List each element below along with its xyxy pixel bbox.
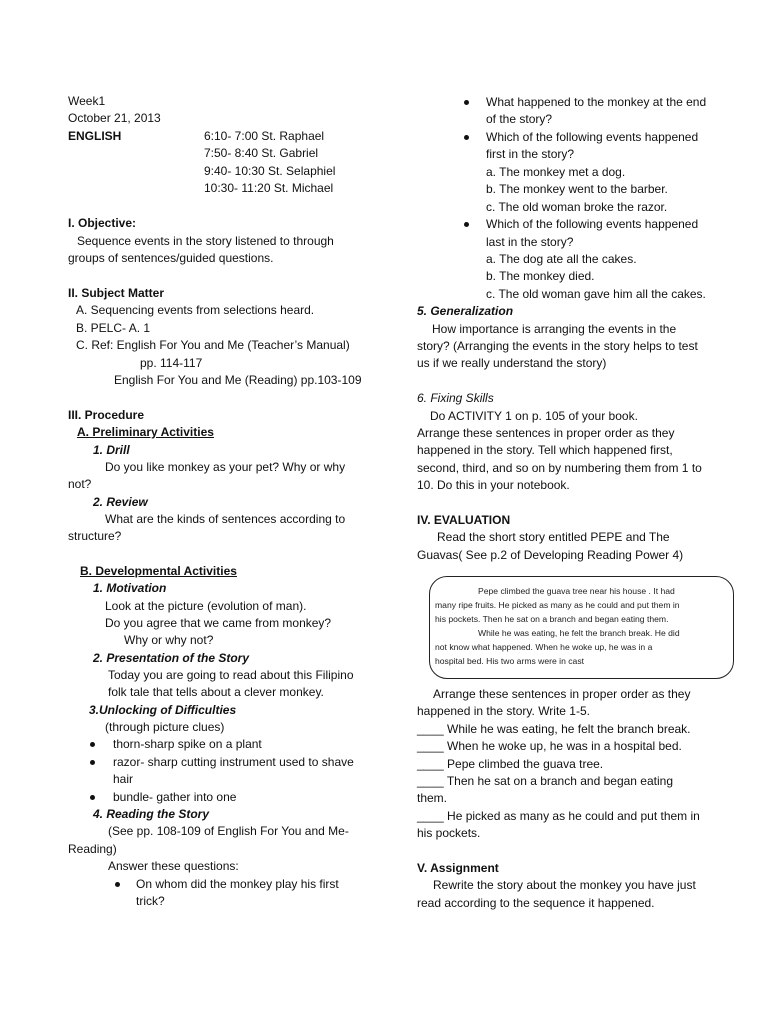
sequence-item: ____ Then he sat on a branch and began eating bbox=[417, 774, 673, 788]
story-line: many ripe fruits. He picked as many as he could and put them in bbox=[435, 600, 680, 610]
review-question: structure? bbox=[68, 529, 122, 543]
motivation-text: Look at the picture (evolution of man). bbox=[105, 599, 307, 613]
drill-question: not? bbox=[68, 477, 92, 491]
bullet-icon bbox=[464, 100, 469, 105]
subject-matter-b: B. PELC- A. 1 bbox=[76, 321, 151, 335]
date: October 21, 2013 bbox=[68, 111, 161, 125]
question-item: last in the story? bbox=[486, 235, 574, 249]
subject: ENGLISH bbox=[68, 129, 122, 143]
preliminary-heading: A. Preliminary Activities bbox=[77, 425, 214, 439]
sequence-item: ____ Pepe climbed the guava tree. bbox=[417, 757, 604, 771]
question-item: first in the story? bbox=[486, 147, 575, 161]
sequence-item: them. bbox=[417, 791, 448, 805]
story-line: Pepe climbed the guava tree near his house . It had bbox=[478, 586, 675, 596]
presentation-text: Today you are going to read about this Filipino bbox=[108, 668, 354, 682]
fixing-skills-text: Arrange these sentences in proper order as they bbox=[417, 426, 675, 440]
bullet-icon bbox=[90, 742, 95, 747]
vocab-item: thorn-sharp spike on a plant bbox=[113, 737, 262, 751]
schedule-row: 9:40- 10:30 St. Selaphiel bbox=[204, 164, 336, 178]
fixing-skills-heading: 6. Fixing Skills bbox=[417, 391, 494, 405]
arrange-instruction: happened in the story. Write 1-5. bbox=[417, 704, 590, 718]
story-line: his pockets. Then he sat on a branch and began eating them. bbox=[435, 614, 669, 624]
story-line: not know what happened. When he woke up, he was in a bbox=[435, 642, 653, 652]
fixing-skills-text: Do ACTIVITY 1 on p. 105 of your book. bbox=[430, 409, 638, 423]
answer-option: c. The old woman broke the razor. bbox=[486, 200, 668, 214]
review-question: What are the kinds of sentences according to bbox=[105, 512, 346, 526]
question-item: What happened to the monkey at the end bbox=[486, 95, 707, 109]
bullet-icon bbox=[464, 135, 469, 140]
generalization-text: story? (Arranging the events in the story helps to test bbox=[417, 339, 698, 353]
subject-matter-c: C. Ref: English For You and Me (Teacher’s Manual) bbox=[76, 338, 350, 352]
objective-heading: I. Objective: bbox=[68, 216, 137, 230]
vocab-item: razor- sharp cutting instrument used to shave bbox=[113, 755, 354, 769]
review-heading: 2. Review bbox=[93, 495, 148, 509]
generalization-heading: 5. Generalization bbox=[417, 304, 514, 318]
fixing-skills-text: second, third, and so on by numbering them from 1 to bbox=[417, 461, 702, 475]
story-line: hospital bed. His two arms were in cast bbox=[435, 656, 585, 666]
question-item: Which of the following events happened bbox=[486, 130, 699, 144]
answer-label: Answer these questions: bbox=[108, 859, 239, 873]
answer-option: c. The old woman gave him all the cakes. bbox=[486, 287, 706, 301]
question-item: of the story? bbox=[486, 112, 553, 126]
motivation-heading: 1. Motivation bbox=[93, 581, 167, 595]
bullet-icon bbox=[115, 882, 120, 887]
presentation-heading: 2. Presentation of the Story bbox=[93, 651, 250, 665]
fixing-skills-text: 10. Do this in your notebook. bbox=[417, 478, 570, 492]
question-item: On whom did the monkey play his first bbox=[136, 877, 339, 891]
schedule-row: 6:10- 7:00 St. Raphael bbox=[204, 129, 325, 143]
bullet-icon bbox=[90, 795, 95, 800]
vocab-item: bundle- gather into one bbox=[113, 790, 237, 804]
subject-matter-pages: pp. 114-117 bbox=[140, 356, 203, 370]
story-line: While he was eating, he felt the branch break. He did bbox=[478, 628, 680, 638]
objective-text: Sequence events in the story listened to through bbox=[77, 234, 334, 248]
subject-matter-reading: English For You and Me (Reading) pp.103-109 bbox=[114, 373, 362, 387]
reading-heading: 4. Reading the Story bbox=[93, 807, 210, 821]
arrange-instruction: Arrange these sentences in proper order as they bbox=[433, 687, 691, 701]
presentation-text: folk tale that tells about a clever monkey. bbox=[108, 685, 324, 699]
sequence-item: ____ When he woke up, he was in a hospital bed. bbox=[417, 739, 682, 753]
reading-text: Reading) bbox=[68, 842, 117, 856]
developmental-heading: B. Developmental Activities bbox=[80, 564, 237, 578]
evaluation-text: Read the short story entitled PEPE and The bbox=[437, 530, 670, 544]
objective-text: groups of sentences/guided questions. bbox=[68, 251, 274, 265]
sequence-item: his pockets. bbox=[417, 826, 481, 840]
unlocking-heading: 3.Unlocking of Difficulties bbox=[89, 703, 237, 717]
bullet-icon bbox=[464, 222, 469, 227]
subject-matter-a: A. Sequencing events from selections heard. bbox=[76, 303, 315, 317]
drill-heading: 1. Drill bbox=[93, 443, 130, 457]
sequence-item: ____ While he was eating, he felt the branch break. bbox=[417, 722, 691, 736]
vocab-item: hair bbox=[113, 772, 134, 786]
bullet-icon bbox=[90, 760, 95, 765]
answer-option: b. The monkey went to the barber. bbox=[486, 182, 668, 196]
generalization-text: us if we really understand the story) bbox=[417, 356, 607, 370]
evaluation-heading: IV. EVALUATION bbox=[417, 513, 511, 527]
generalization-text: How importance is arranging the events in the bbox=[432, 322, 677, 336]
answer-option: a. The dog ate all the cakes. bbox=[486, 252, 637, 266]
assignment-text: Rewrite the story about the monkey you have just bbox=[433, 878, 696, 892]
assignment-text: read according to the sequence it happened. bbox=[417, 896, 655, 910]
motivation-text: Why or why not? bbox=[124, 633, 214, 647]
drill-question: Do you like monkey as your pet? Why or why bbox=[105, 460, 346, 474]
question-item: trick? bbox=[136, 894, 165, 908]
sequence-item: ____ He picked as many as he could and put them in bbox=[417, 809, 700, 823]
fixing-skills-text: happened in the story. Tell which happened first, bbox=[417, 443, 673, 457]
procedure-heading: III. Procedure bbox=[68, 408, 145, 422]
subject-matter-heading: II. Subject Matter bbox=[68, 286, 165, 300]
answer-option: b. The monkey died. bbox=[486, 269, 595, 283]
week-label: Week1 bbox=[68, 94, 106, 108]
motivation-text: Do you agree that we came from monkey? bbox=[105, 616, 332, 630]
unlocking-subtext: (through picture clues) bbox=[105, 720, 225, 734]
assignment-heading: V. Assignment bbox=[417, 861, 499, 875]
answer-option: a. The monkey met a dog. bbox=[486, 165, 626, 179]
question-item: Which of the following events happened bbox=[486, 217, 699, 231]
schedule-row: 7:50- 8:40 St. Gabriel bbox=[204, 146, 319, 160]
schedule-row: 10:30- 11:20 St. Michael bbox=[204, 181, 334, 195]
evaluation-text: Guavas( See p.2 of Developing Reading Power 4) bbox=[417, 548, 684, 562]
reading-text: (See pp. 108-109 of English For You and Me- bbox=[108, 824, 349, 838]
story-box bbox=[429, 576, 734, 679]
